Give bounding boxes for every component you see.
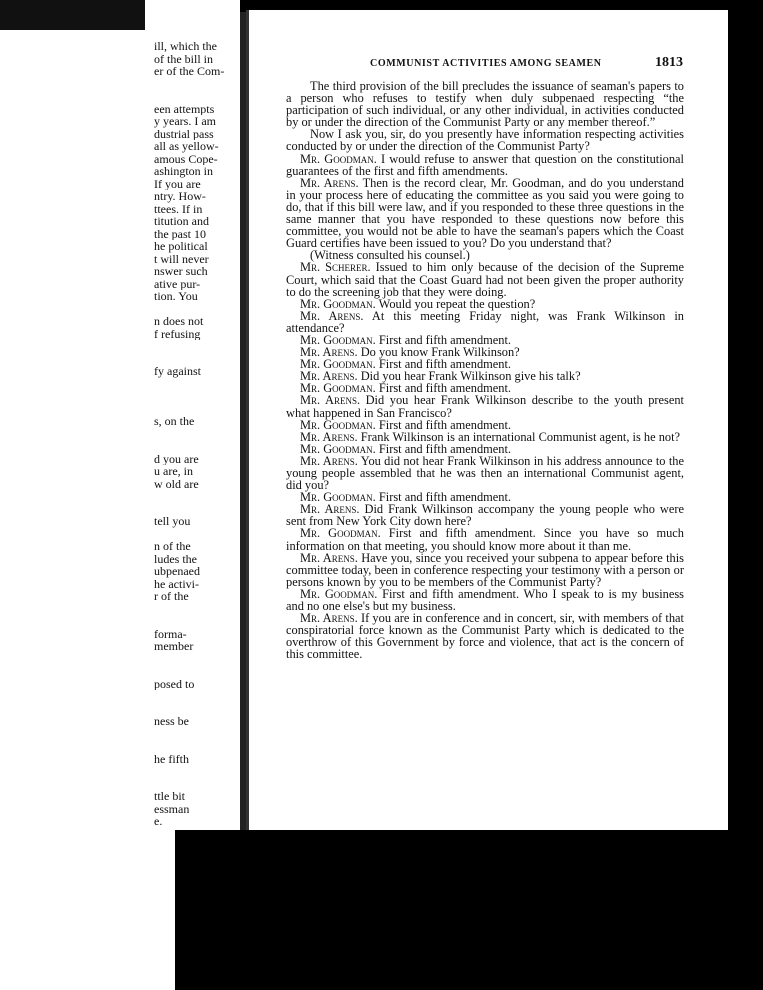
speaker-name: Mr. Arens. [300,502,360,517]
speaker-name: Mr. Goodman. [300,441,376,456]
paragraph-text: (Witness consulted his counsel.) [310,248,470,263]
previous-page-line: ashington in [154,165,213,178]
previous-page-line: ludes the [154,552,197,565]
previous-page-line: ntry. How- [154,190,206,203]
speaker-name: Mr. Arens. [300,308,364,323]
previous-page-line: f refusing [154,327,201,340]
previous-page-line: er of the Com- [154,65,225,78]
paragraph-text: The third provision of the bill precludes the issuance of seaman's papers to a person who refuses to testify when duly subpenaed respecting “the participation of such individual, or any other individual, in activities conducted by or under the direction of the Communist Party or any member thereof.” [286,79,684,130]
previous-page-line [154,428,234,441]
running-head: COMMUNIST ACTIVITIES AMONG SEAMEN [370,58,602,69]
paragraph-text: Did Frank Wilkinson accompany the young people who were sent from New York City down here? [286,502,684,529]
previous-page-line [154,390,234,403]
previous-page-line: tell you [154,515,191,528]
previous-page-line: all as yellow- [154,140,219,153]
speaker-name: Mr. Arens. [300,429,358,444]
speaker-name: Mr. Arens. [300,175,359,190]
paragraph-text: First and fifth amendment. [378,417,512,432]
transcript-paragraph [286,612,684,660]
previous-page-line: posed to [154,677,195,690]
previous-page-line [154,765,234,778]
previous-page-line: w old are [154,477,199,490]
previous-page-line [154,778,234,791]
previous-page-line: he political [154,240,208,253]
previous-page-line: fy against [154,365,201,378]
previous-page-line [154,353,234,366]
speaker-name: Mr. Goodman. [300,526,381,541]
previous-page-line: e. [154,815,163,828]
previous-page-line [154,403,234,416]
speaker-name: Mr. Arens. [300,611,358,626]
previous-page-line: ttle bit [154,790,185,803]
previous-page-line: dustrial pass [154,127,214,140]
previous-page-line: r of the [154,590,189,603]
previous-page-line [154,603,234,616]
previous-page-line: forma- [154,627,187,640]
speaker-name: Mr. Goodman. [300,357,376,372]
previous-page-text [154,40,234,828]
previous-page-line: s, on the [154,415,195,428]
scan-edge-top-left [0,0,145,30]
paragraph-text: Did you hear Frank Wilkinson describe to the youth present what happened in San Francisco? [286,393,684,420]
transcript-paragraph [286,177,684,250]
previous-page-line [154,728,234,741]
paragraph-text: First and fifth amendment. [378,357,512,372]
speaker-name: Mr. Arens. [300,453,358,468]
transcript-paragraph [286,552,684,588]
previous-page-line: n of the [154,540,191,553]
transcript-paragraph [286,310,684,334]
previous-page-line [154,378,234,391]
previous-page-line: u are, in [154,465,193,478]
transcript-paragraph [286,261,684,297]
paragraph-text: Now I ask you, sir, do you presently have information respecting activities conducted by or under the direction of the Communist Party? [286,127,684,154]
paragraph-text: Would you repeat the question? [378,296,536,311]
previous-page-line [154,653,234,666]
previous-page-line [154,490,234,503]
paragraph-text: Do you know Frank Wilkinson? [360,345,520,360]
speaker-name: Mr. Arens. [300,345,358,360]
page-number: 1813 [655,55,683,70]
previous-page-line: n does not [154,315,204,328]
previous-page-line: d you are [154,452,199,465]
paragraph-text: Did you hear Frank Wilkinson give his talk? [360,369,581,384]
previous-page-line: tion. You [154,290,198,303]
transcript-paragraph [286,80,684,128]
speaker-name: Mr. Arens. [300,393,361,408]
speaker-name: Mr. Goodman. [300,296,376,311]
previous-page-line: t will never [154,252,209,265]
previous-page-line [154,528,234,541]
previous-page-line [154,690,234,703]
speaker-name: Mr. Goodman. [300,332,376,347]
previous-page-line: titution and [154,215,209,228]
transcript-paragraph [286,153,684,177]
previous-page-line [154,665,234,678]
paragraph-text: First and fifth amendment. [378,381,512,396]
previous-page-line [154,703,234,716]
previous-page-line: nswer such [154,265,208,278]
previous-page-line [154,440,234,453]
paragraph-text: Then is the record clear, Mr. Goodman, and do you understand in your process here of educating the committee as you said you were going to do, that if this bill were law, and if you responded to these three questions in the same manner that you have responded to these questions now before this committee, you would not be able to have the seaman's papers which the Coast Guard certifies have been issued to you? Do you understand that? [286,175,685,251]
previous-page-line: the past 10 [154,227,206,240]
speaker-name: Mr. Goodman. [300,151,377,166]
paragraph-text: First and fifth amendment. [378,490,512,505]
transcript-paragraph [286,503,684,527]
previous-page-line: een attempts [154,102,215,115]
speaker-name: Mr. Goodman. [300,417,376,432]
previous-page-line: essman [154,802,190,815]
speaker-name: Mr. Goodman. [300,490,376,505]
previous-page-line [154,90,234,103]
left-margin [0,0,152,990]
speaker-name: Mr. Arens. [300,369,358,384]
paragraph-text: Have you, since you received your subpena to appear before this committee today, been in conference respecting your testimony with a person or persons known by you to be members of the Communist Party? [286,550,684,589]
paragraph-text: First and fifth amendment. [378,441,512,456]
previous-page-line: ttees. If in [154,202,203,215]
transcript-paragraph [286,588,684,612]
transcript-paragraph [286,527,684,551]
previous-page-line: y years. I am [154,115,216,128]
previous-page-line: If you are [154,177,201,190]
previous-page-line [154,78,234,91]
previous-page-line: ubpenaed [154,565,200,578]
paragraph-text: Frank Wilkinson is an international Communist agent, is he not? [360,429,681,444]
previous-page-line [154,503,234,516]
previous-page-line: of the bill in [154,52,213,65]
previous-page-line: he fifth [154,752,189,765]
previous-page-line: ness be [154,715,189,728]
previous-page-line: ative pur- [154,277,201,290]
paragraph-text: First and fifth amendment. Since you have so much information on that meeting, you should know more about it than me. [286,526,684,553]
transcript-paragraph [286,128,684,152]
paragraph-text: You did not hear Frank Wilkinson in his address announce to the young people assembled that he was then an international Communist agent, did you? [286,453,684,493]
previous-page-line [154,340,234,353]
paragraph-text: I would refuse to answer that question on the constitutional guarantees of the first and fifth amendments. [286,151,684,178]
previous-page-line: ill, which the [154,40,217,53]
previous-page-line: amous Cope- [154,152,218,165]
paragraph-text: At this meeting Friday night, was Frank Wilkinson in attendance? [286,308,684,335]
speaker-name: Mr. Goodman. [300,381,376,396]
paragraph-text: First and fifth amendment. Who I speak to is my business and no one else's but my business. [286,586,684,614]
speaker-name: Mr. Arens. [300,550,358,565]
speaker-name: Mr. Goodman. [300,586,378,601]
hearing-transcript [286,80,684,661]
transcript-paragraph [286,455,684,491]
paragraph-text: Issued to him only because of the decision of the Supreme Court, which said that the Coast Guard had not been given the proper authority to do the screening job that they were doing. [286,260,684,299]
scan-edge-bottom [175,830,763,990]
paragraph-text: First and fifth amendment. [378,332,512,347]
transcript-paragraph [286,394,684,418]
previous-page-line [154,303,234,316]
previous-page-line: he activi- [154,577,199,590]
previous-page-line: member [154,640,194,653]
previous-page-line [154,615,234,628]
paragraph-text: If you are in conference and in concert, sir, with members of that conspiratorial force known as the Communist Party which is dedicated to the overthrow of this Government by force and violence, that act is the concern of this committee. [286,611,684,662]
speaker-name: Mr. Scherer. [300,260,371,275]
previous-page-line [154,740,234,753]
